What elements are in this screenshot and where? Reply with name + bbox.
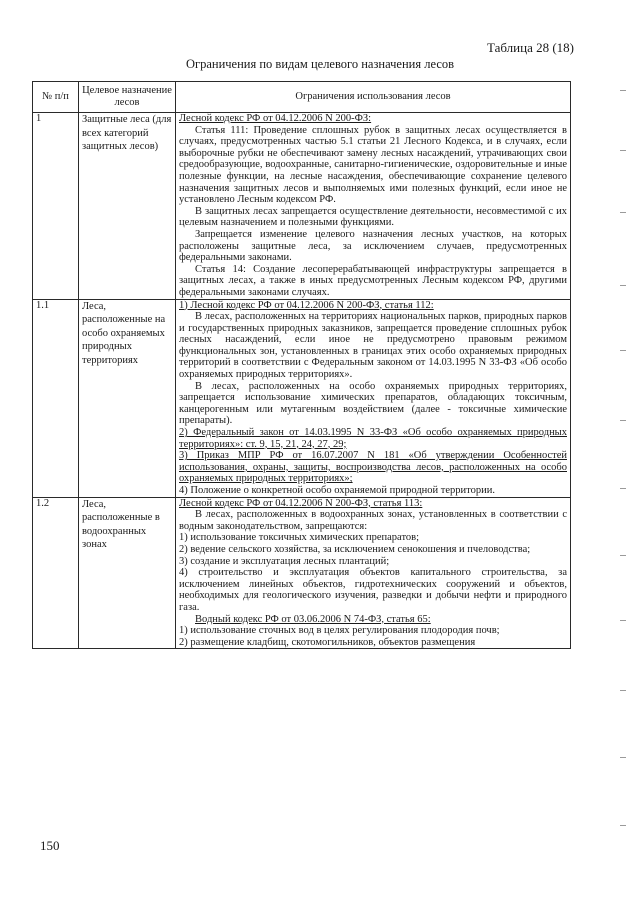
- restriction-paragraph: 3) создание и эксплуатация лесных плантаций;: [179, 555, 390, 567]
- margin-mark: [620, 420, 626, 421]
- margin-mark: [620, 285, 626, 286]
- row-restrictions: [176, 299, 571, 497]
- restriction-paragraph: 1) использование токсичных химических препаратов;: [179, 532, 420, 544]
- restriction-paragraph: [179, 427, 567, 450]
- column-header-purpose: Целевое назначение лесов: [79, 82, 176, 113]
- legal-reference: Водный кодекс РФ от 03.06.2006 N 74-ФЗ, статья 65:: [195, 613, 431, 625]
- table-row: [33, 113, 571, 300]
- row-purpose: Леса, расположенные на особо охраняемых природных территориях: [79, 299, 176, 497]
- margin-mark: [620, 620, 626, 621]
- restriction-paragraph: В лесах, расположенных на территориях национальных парков, природных парков и государственных природных заказников, запрещается проведение сплошных рубок лесных насаждений, если иное не предусмотрено правовым режимом функциональных зон, установленных в границах этих особо охраняемых природных территорий в соответствии с Федеральным законом от 14.03.1995 N 33-ФЗ «Об особо охраняемых природных территориях».: [179, 311, 567, 381]
- margin-mark: [620, 825, 626, 826]
- row-number: 1.2: [33, 497, 79, 649]
- column-header-restrictions: Ограничения использования лесов: [176, 82, 571, 113]
- restriction-paragraph: 1) использование сточных вод в целях регулирования плодородия почв;: [179, 625, 500, 637]
- margin-mark: [620, 90, 626, 91]
- page-number: 150: [40, 838, 60, 853]
- legal-reference: 3) Приказ МПР РФ от 16.07.2007 N 181 «Об утверждении Особенностей использования, охраны, защиты, воспроизводства лесов, расположенных на особо охраняемых природных территориях»;: [179, 450, 567, 485]
- restriction-paragraph: [179, 300, 567, 312]
- legal-reference: 2) Федеральный закон от 14.03.1995 N 33-ФЗ «Об особо охраняемых природных территориях»: ст. 9, 15, 21, 24, 27, 29;: [179, 427, 567, 450]
- table-header-row: [33, 82, 571, 113]
- row-purpose: Защитные леса (для всех категорий защитных лесов): [79, 113, 176, 300]
- margin-mark: [620, 488, 626, 489]
- restriction-paragraph: 2) размещение кладбищ, скотомогильников, объектов размещения: [179, 636, 476, 648]
- restriction-paragraph: [179, 498, 567, 510]
- legal-reference: Лесной кодекс РФ от 04.12.2006 N 200-ФЗ:: [179, 113, 372, 124]
- row-number: 1: [33, 113, 79, 300]
- legal-reference: 1) Лесной кодекс РФ от 04.12.2006 N 200-ФЗ, статья 112:: [179, 299, 434, 311]
- restriction-paragraph: [179, 450, 567, 485]
- restriction-paragraph: 2) ведение сельского хозяйства, за исключением сенокошения и пчеловодства;: [179, 543, 531, 555]
- row-number: 1.1: [33, 299, 79, 497]
- margin-mark: [620, 350, 626, 351]
- restriction-paragraph: 4) Положение о конкретной особо охраняемой природной территории.: [179, 485, 495, 496]
- margin-mark: [620, 150, 626, 151]
- restrictions-table: [32, 81, 571, 649]
- restriction-paragraph: [179, 113, 567, 125]
- restriction-paragraph: Статья 14: Создание лесоперерабатывающей инфраструктуры запрещается в защитных лесах, а также в иных предусмотренных Лесным кодексом РФ, другими федеральными законами случаях.: [179, 263, 567, 298]
- margin-mark: [620, 555, 626, 556]
- legal-reference: Лесной кодекс РФ от 04.12.2006 N 200-ФЗ, статья 113:: [179, 497, 423, 509]
- restriction-paragraph: [179, 614, 567, 626]
- table-row: [33, 299, 571, 497]
- column-header-number: № п/п: [33, 82, 79, 113]
- restriction-paragraph: В лесах, расположенных на особо охраняемых природных территориях, запрещается использование химических препаратов, обладающих токсичным, канцерогенным или мутагенным воздействием (далее - токсичные химические препараты).: [179, 380, 567, 427]
- margin-mark: [620, 690, 626, 691]
- restriction-paragraph: Запрещается изменение целевого назначения лесных участков, на которых расположены защитные леса, за исключением случаев, предусмотренных федеральными законами.: [179, 228, 567, 264]
- row-restrictions: [176, 497, 571, 649]
- table-row: [33, 497, 571, 649]
- row-restrictions: [176, 113, 571, 300]
- restriction-paragraph: В защитных лесах запрещается осуществление деятельности, несовместимой с их целевым назначением и полезными функциями.: [179, 205, 567, 229]
- margin-mark: [620, 757, 626, 758]
- document-title: Ограничения по видам целевого назначения лесов: [185, 57, 455, 71]
- row-purpose: Леса, расположенные в водоохранных зонах: [79, 497, 176, 649]
- restriction-paragraph: В лесах, расположенных в водоохранных зонах, установленных в соответствии с водным законодательством, запрещаются:: [179, 509, 567, 532]
- table-number: Таблица 28 (18): [486, 40, 574, 55]
- restriction-paragraph: Статья 111: Проведение сплошных рубок в защитных лесах осуществляется в случаях, предусмотренных частью 5.1 статьи 21 Лесного Кодекса, и в случаях, если выборочные рубки не обеспечивают замену лесных насаждений, утрачивающих свои средообразующие, водоохранные, санитарно-гигиенические, оздоровительные и иные полезные функции, на лесные насаждения, обеспечивающие сохранение целевого назначения защитных лесов и выполняемых ими полезных функций, если иное не установлено Лесным кодексом РФ.: [179, 124, 567, 206]
- margin-mark: [620, 212, 626, 213]
- restriction-paragraph: 4) строительство и эксплуатация объектов капитального строительства, за исключением линейных объектов, гидротехнических сооружений и объектов, необходимых для геологического изучения, разведки и добычи нефти и природного газа.: [179, 567, 567, 613]
